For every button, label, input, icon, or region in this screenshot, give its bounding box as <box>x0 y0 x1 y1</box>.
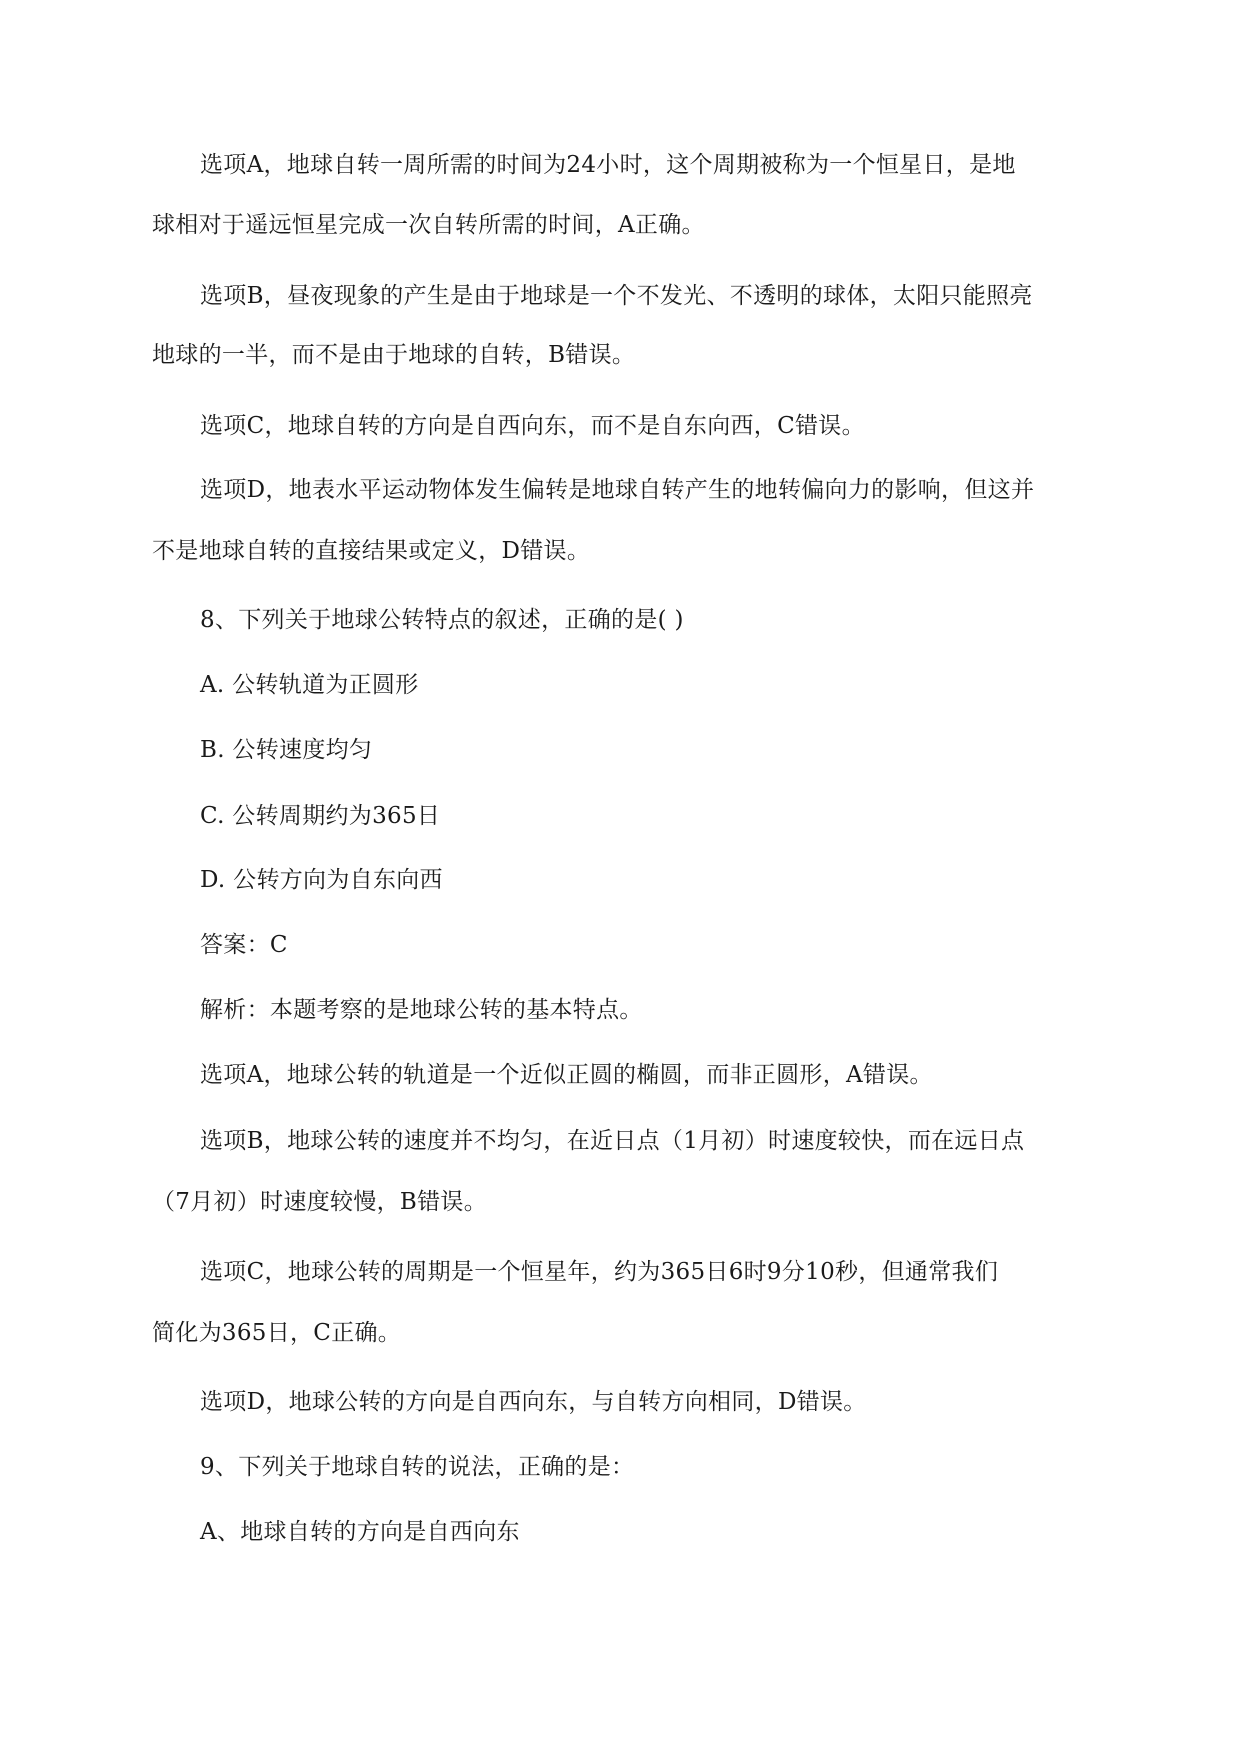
option-a: A、地球自转的方向是自西向东 <box>200 1519 520 1545</box>
paragraph-line: 选项C，地球公转的周期是一个恒星年，约为365日6时9分10秒，但通常我们 <box>200 1259 999 1285</box>
paragraph-line: 球相对于遥远恒星完成一次自转所需的时间，A正确。 <box>152 212 705 238</box>
option-a: A. 公转轨道为正圆形 <box>200 672 419 698</box>
paragraph-line: 选项B，昼夜现象的产生是由于地球是一个不发光、不透明的球体，太阳只能照亮 <box>200 283 1033 309</box>
paragraph-line: 不是地球自转的直接结果或定义，D错误。 <box>152 538 591 564</box>
paragraph-line: （7月初）时速度较慢，B错误。 <box>152 1189 488 1215</box>
option-c: C. 公转周期约为365日 <box>200 803 441 829</box>
answer-line: 答案：C <box>200 932 288 958</box>
paragraph-line: 选项D，地球公转的方向是自西向东，与自转方向相同，D错误。 <box>200 1389 867 1415</box>
paragraph-line: 简化为365日，C正确。 <box>152 1320 402 1346</box>
question-text: 9、下列关于地球自转的说法，正确的是： <box>200 1454 635 1480</box>
paragraph-line: 选项D，地表水平运动物体发生偏转是地球自转产生的地转偏向力的影响，但这并 <box>200 477 1035 503</box>
question-text: 8、下列关于地球公转特点的叙述，正确的是( ) <box>200 607 684 633</box>
paragraph-line: 选项B，地球公转的速度并不均匀，在近日点（1月初）时速度较快，而在远日点 <box>200 1128 1025 1154</box>
paragraph-line: 选项A，地球公转的轨道是一个近似正圆的椭圆，而非正圆形，A错误。 <box>200 1062 933 1088</box>
paragraph-line: 选项C，地球自转的方向是自西向东，而不是自东向西，C错误。 <box>200 413 865 439</box>
paragraph-line: 选项A，地球自转一周所需的时间为24小时，这个周期被称为一个恒星日，是地 <box>200 152 1016 178</box>
analysis-line: 解析：本题考察的是地球公转的基本特点。 <box>200 997 643 1023</box>
paragraph-line: 地球的一半，而不是由于地球的自转，B错误。 <box>152 342 636 368</box>
option-d: D. 公转方向为自东向西 <box>200 867 443 893</box>
option-b: B. 公转速度均匀 <box>200 737 373 763</box>
